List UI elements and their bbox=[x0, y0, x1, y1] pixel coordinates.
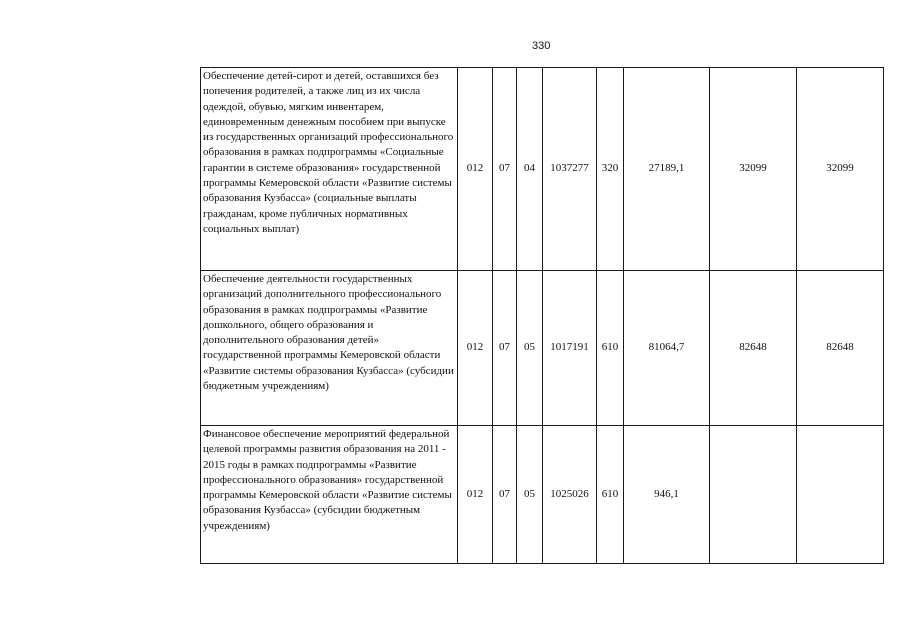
amount-year-1: 946,1 bbox=[624, 426, 710, 564]
target-article-code: 1025026 bbox=[543, 426, 597, 564]
table-row bbox=[201, 426, 884, 564]
amount-year-2: 82648 bbox=[710, 271, 797, 426]
amount-year-3: 82648 bbox=[797, 271, 884, 426]
subsection-code: 05 bbox=[517, 271, 543, 426]
amount-year-1: 27189,1 bbox=[624, 68, 710, 271]
expense-type-code: 320 bbox=[597, 68, 624, 271]
budget-table bbox=[200, 67, 884, 564]
amount-year-3 bbox=[797, 426, 884, 564]
subsection-code: 05 bbox=[517, 426, 543, 564]
table-row bbox=[201, 68, 884, 271]
section-code: 07 bbox=[493, 271, 517, 426]
ministry-code: 012 bbox=[458, 271, 493, 426]
ministry-code: 012 bbox=[458, 68, 493, 271]
ministry-code: 012 bbox=[458, 426, 493, 564]
expense-type-code: 610 bbox=[597, 271, 624, 426]
amount-year-3: 32099 bbox=[797, 68, 884, 271]
row-description: Обеспечение деятельности государственных организаций дополнительного профессионального образования в рамках подпрограммы «Развитие дошкольного, общего образования и дополнительного образования детей» государственной программы Кемеровской области «Развитие системы образования Кузбасса» (субсидии бюджетным учреждениям) bbox=[201, 271, 458, 426]
amount-year-2 bbox=[710, 426, 797, 564]
row-description: Финансовое обеспечение мероприятий федеральной целевой программы развития образования на 2011 - 2015 годы в рамках подпрограммы «Развитие профессионального образования» государственной программы Кемеровской области «Развитие системы образования Кузбасса» (субсидии бюджетным учреждениям) bbox=[201, 426, 458, 564]
amount-year-1: 81064,7 bbox=[624, 271, 710, 426]
target-article-code: 1017191 bbox=[543, 271, 597, 426]
page-number: 330 bbox=[532, 40, 551, 52]
section-code: 07 bbox=[493, 426, 517, 564]
target-article-code: 1037277 bbox=[543, 68, 597, 271]
row-description: Обеспечение детей-сирот и детей, оставшихся без попечения родителей, а также лиц из их числа одеждой, обувью, мягким инвентарем, единовременным денежным пособием при выпуске из государственных организаций профессионального образования в рамках подпрограммы «Социальные гарантии в системе образования» государственной программы Кемеровской области «Развитие системы образования Кузбасса» (социальные выплаты гражданам, кроме публичных нормативных социальных выплат) bbox=[201, 68, 458, 271]
amount-year-2: 32099 bbox=[710, 68, 797, 271]
section-code: 07 bbox=[493, 68, 517, 271]
table-row bbox=[201, 271, 884, 426]
subsection-code: 04 bbox=[517, 68, 543, 271]
expense-type-code: 610 bbox=[597, 426, 624, 564]
